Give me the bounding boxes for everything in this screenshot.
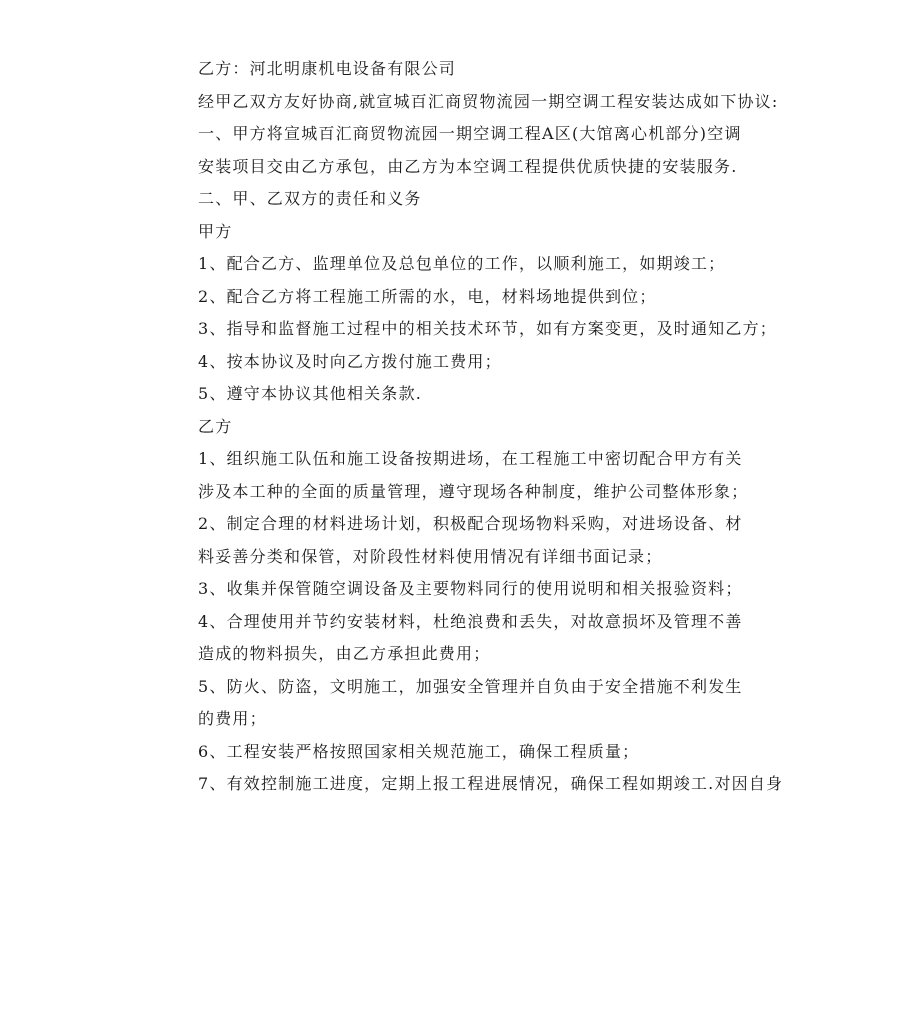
party-a-item-3: 3、指导和监督施工过程中的相关技术环节，如有方案变更，及时通知乙方； [198,319,777,338]
party-a-item-4: 4、按本协议及时向乙方拨付施工费用； [198,351,502,371]
party-a-item-5: 5、遵守本协议其他相关条款. [198,384,423,403]
party-b-item-2: 2、制定合理的材料进场计划，积极配合现场物料采购，对进场设备、材料妥善分类和保管，对阶段性材料使用情况有详细书面记录； [198,514,743,566]
party-b-item-4: 4、合理使用并节约安装材料，杜绝浪费和丢失，对故意损坏及管理不善造成的物料损失，由乙方承担此费用； [198,611,743,663]
party-b-line: 乙方：河北明康机电设备有限公司 [198,59,457,78]
agreement-intro: 经甲乙双方友好协商,就宣城百汇商贸物流园一期空调工程安装达成如下协议: [198,91,779,111]
party-a-item-1: 1、配合乙方、监理单位及总包单位的工作，以顺利施工，如期竣工； [198,254,726,273]
party-b-item-5: 5、防火、防盗，文明施工，加强安全管理并自负由于安全措施不利发生的费用； [198,676,743,728]
party-b-item-6: 6、工程安装严格按照国家相关规范施工，确保工程质量； [198,741,640,761]
party-b-item-3: 3、收集并保管随空调设备及主要物料同行的使用说明和相关报验资料； [198,579,743,598]
clause-one: 一、甲方将宣城百汇商贸物流园一期空调工程A区(大馆离心机部分)空调安装项目交由乙方承包，由乙方为本空调工程提供优质快捷的安装服务. [198,124,742,176]
party-a-heading: 甲方 [198,221,233,241]
party-b-item-7: 7、有效控制施工进度，定期上报工程进展情况，确保工程如期竣工.对因自身 [198,774,784,793]
clause-two-heading: 二、甲、乙双方的责任和义务 [198,189,422,208]
party-a-item-2: 2、配合乙方将工程施工所需的水，电，材料场地提供到位； [198,286,657,306]
party-b-heading: 乙方 [198,416,233,436]
document-body [164,53,784,801]
party-b-item-1: 1、组织施工队伍和施工设备按期进场，在工程施工中密切配合甲方有关涉及本工种的全面的质量管理，遵守现场各种制度，维护公司整体形象； [198,449,749,501]
